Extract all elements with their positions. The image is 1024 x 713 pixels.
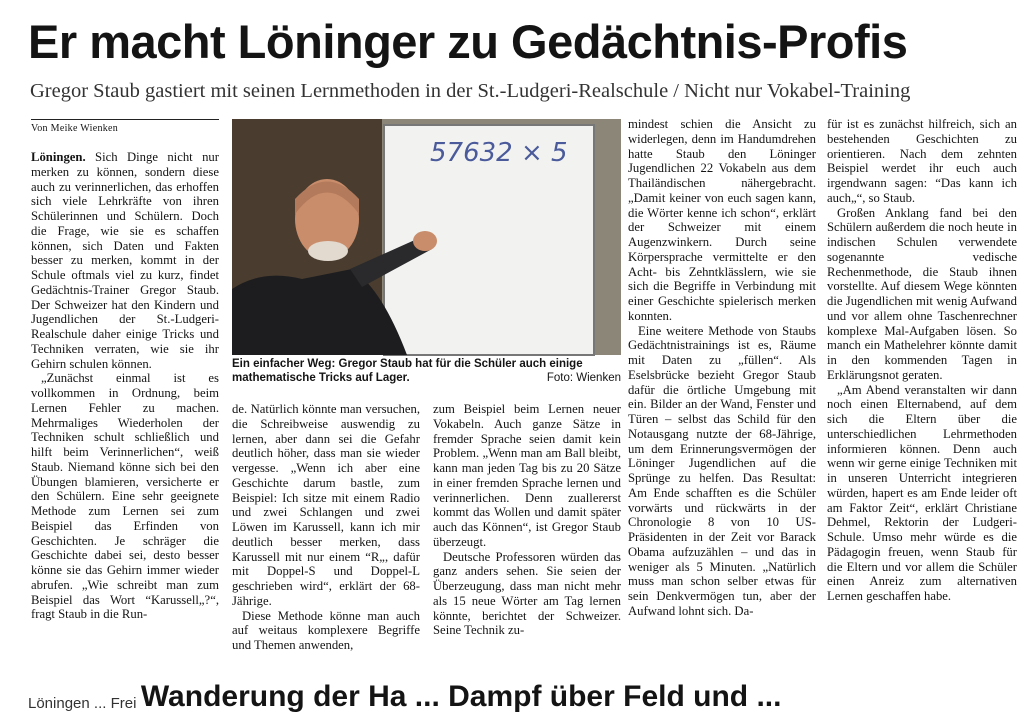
article-column-5: [827, 117, 1017, 604]
paragraph: [31, 150, 219, 371]
photo-caption: [232, 357, 621, 385]
article-column-1: [31, 150, 219, 622]
paragraph: zum Beispiel beim Lernen neuer Vokabeln. Auch ganze Sätze in fremder Sprache seien damit kein Problem. „Wenn man am Ball bleibt, kann man jeden Tag bis zu 20 Sätze in einer fremden Sprache lernen und verinnerlichen. Denn zuallererst kommt das Wollen und damit später auch das Können“, ist Gregor Staub überzeugt.: [433, 402, 621, 549]
paragraph: Großen Anklang fand bei den Schülern außerdem die noch heute in indischen Schulen verwendete sogenannte vedische Rechenmethode, die Staub ihnen vorstellte. Auf diesem Wege könnten die Jugendlichen mit wenig Aufwand und vor allem ohne Taschenrechner komplexe Mal-Aufgaben lösen. So manch ein Mathelehrer könnte damit in den kommenden Tagen in Erklärungsnot geraten.: [827, 205, 1017, 382]
article-column-3: [433, 402, 621, 638]
paragraph: „Zunächst einmal ist es vollkommen in Ordnung, beim Lernen Fehler zu machen. Mehrmaliges Wiederholen der Techniken schult schließlich und hilft beim Verinnerlichen“, weiß Staub. Niemand könne sich bei den Übungen blamieren, versicherte er den Schülern. Eine sehr geeignete Methode zum Lernen sei zum Beispiel das Erfinden von Geschichten. Je schräger die Geschichte dabei sei, desto besser könne sie das Gehirn immer wieder abrufen. „Wie schreibt man zum Beispiel das Wort “Karussell„?“, fragt Staub in die Run-: [31, 371, 219, 622]
article-column-2: [232, 402, 420, 653]
photo-illustration: [232, 119, 621, 355]
paragraph: mindest schien die Ansicht zu widerlegen, denn im Handumdrehen hatte Staub den Löninger Jugendlichen 22 Vokabeln aus dem Thailändischen nähergebracht. „Damit keiner von euch sagen kann, die Wörter kenne ich schon“, erklärt der Schweizer mit einem Augenzwinkern. Durch seine Körpersprache vermittelte er den Acht- bis Zehntklässlern, wie sie sich die Begriffe in Verbindung mit einer Geschichte spielerisch merken konnten.: [628, 117, 816, 323]
photo-credit: Foto: Wienken: [546, 372, 621, 384]
headline: Er macht Löninger zu Gedächtnis-Profis: [28, 15, 908, 68]
subheadline: Gregor Staub gastiert mit seinen Lernmethoden in der St.-Ludgeri-Realschule / Nicht nur Vokabel-Training: [30, 80, 911, 102]
article-column-4: [628, 117, 816, 619]
next-article-headline: [28, 680, 1018, 713]
whiteboard-text: 57632 × 5: [430, 138, 568, 168]
paragraph-text: Sich Dinge nicht nur merken zu können, sondern diese auch zu verinnerlichen, das erhoffen sich viele Lehrkräfte von ihren Schülerinnen und Schülern. Doch die Frage, wie sie es schaffen können, sich Daten und Fakten besser zu merken, kommt in der Schule oftmals viel zu kurz, findet Gedächtnis-Trainer Gregor Staub. Der Schweizer hat den Kindern und Jugendlichen der St.-Ludgeri-Realschule daher einige Tricks und Techniken verraten, wie sie ihr Gehirn schulen können.: [31, 150, 219, 371]
next-article-title: Wanderung der Ha ... Dampf über Feld und ...: [140, 680, 782, 713]
paragraph: de. Natürlich könnte man versuchen, die Schreibweise auswendig zu lernen, aber dann sei die Gefahr deutlich höher, dass man sie wieder vergesse. „Wenn ich aber eine Geschichte darum bastle, zum Beispiel: Ich sitze mit einem Radio und zwei Schlangen und zwei Löwen im Karussell, kann ich mir deutlich besser merken, dass Karussell mit nur einem “R„, dafür mit Doppel-S und Doppel-L geschrieben wird“, erklärt der 68-Jährige.: [232, 402, 420, 608]
paragraph: Eine weitere Methode von Staubs Gedächtnistrainings ist es, Räume mit Daten zu „füllen“. Als Eselsbrücke bezieht Gregor Staub dafür die örtliche Umgebung mit ein. Bilder an der Wand, Fenster und Türen – selbst das Schild für den Notausgang nutzte der 68-Jährige, um dem Erinnerungsvermögen der Löninger Jugendlichen auf die Sprünge zu helfen. Das Resultat: Am Ende schafften es die Schüler vorwärts und rückwärts in der Chronologie 8 von 10 US-Präsidenten in der Zeit vor Barack Obama aufzuzählen – und das in weniger als 5 Minuten. „Natürlich muss man schon selber etwas für sein Denkvermögen tun, aber der Aufwand lohnt sich. Da-: [628, 323, 816, 618]
next-article-kicker: Löningen ... Frei: [28, 695, 137, 712]
paragraph: Diese Methode könne man auch auf weitaus komplexere Begriffe und Themen anwenden,: [232, 608, 420, 652]
article-photo: [232, 119, 621, 355]
paragraph: „Am Abend veranstalten wir dann noch einen Elternabend, auf dem sich die Eltern über die unterschiedlichen Lehrmethoden informieren können. Denn auch wenn wir gerne einige Techniken mit in unseren Unterricht integrieren würden, hapert es am Ende leider oft am Faktor Zeit“, erklärt Christiane Dehmel, Rektorin der Ludgeri-Schule. Umso mehr würde es die Pädagogin freuen, wenn Staub für die Eltern und vor allem die Schüler einen Anreiz zum alternativen Lernen geschaffen habe.: [827, 382, 1017, 603]
byline: Von Meike Wienken: [31, 119, 219, 135]
paragraph: Deutsche Professoren würden das ganz anders sehen. Sie seien der Überzeugung, dass man nicht mehr als 15 neue Wörter am Tag lernen könnte, berichtet der Schweizer. Seine Technik zu-: [433, 549, 621, 638]
caption-text: Ein einfacher Weg: Gregor Staub hat für die Schüler auch einige mathematische Tricks auf Lager.: [232, 358, 583, 384]
paragraph: für ist es zunächst hilfreich, sich an bestehenden Geschichten zu orientieren. Nach dem zehnten Beispiel werdet ihr euch auch irgendwann sagen: “Das kann ich auch„“, so Staub.: [827, 117, 1017, 205]
dateline: Löningen.: [31, 150, 86, 164]
